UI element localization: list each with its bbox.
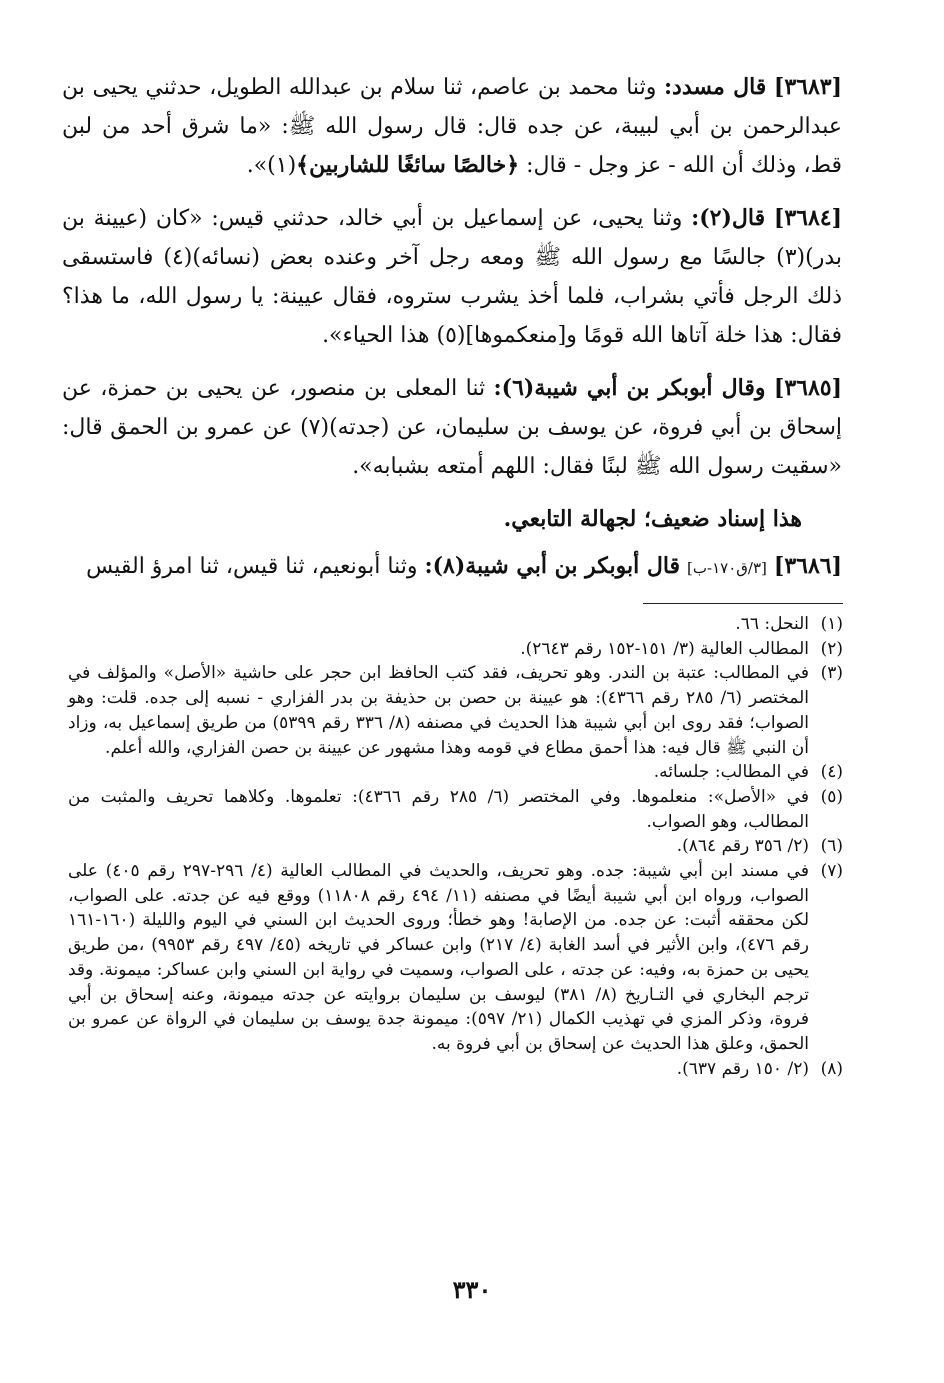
page-number: ٣٣٠ xyxy=(452,1275,492,1304)
footnotes xyxy=(68,612,843,1081)
footnote-1 xyxy=(68,612,843,637)
hadith-speaker: قال أبوبكر بن أبي شيبة(٨): xyxy=(424,553,681,579)
hadith-tail: (١)». xyxy=(246,153,297,178)
main-text xyxy=(62,68,842,602)
hadith-text: وثنا أبونعيم، ثنا قيس، ثنا امرؤ القيس xyxy=(86,554,418,579)
footnote-number: (٦) xyxy=(820,836,843,857)
footnote-text: (٢/ ١٥٠ رقم ٦٣٧). xyxy=(676,1058,809,1079)
footnote-text: (٢/ ٣٥٦ رقم ٨٦٤). xyxy=(676,836,809,857)
isnad-verdict: هذا إسناد ضعيف؛ لجهالة التابعي. xyxy=(503,506,802,532)
hadith-3683 xyxy=(62,68,842,185)
footnote-5 xyxy=(68,785,843,834)
footnote-number: (٢) xyxy=(820,638,843,659)
footnote-text: في المطالب: جلسائه. xyxy=(653,762,809,783)
hadith-speaker: وقال أبوبكر بن أبي شيبة(٦): xyxy=(493,375,766,401)
footnote-text: في المطالب: عتبة بن الندر. وهو تحريف، فقد كتب الحافظ ابن حجر على حاشية «الأصل» والمؤلف في المختصر (٦/ ٢٨٥ رقم ٤٣٦٦): هو عيينة بن حصن بن حذيفة بن بدر الفزاري - نسبه إلى جده. قلت: وهو الصواب؛ فقد روى ابن أبي شيبة هذا الحديث في مصنفه (٨/ ٣٣٦ رقم ٥٣٩٩) من طريق إسماعيل به، وزاد أن النبي ﷺ قال فيه: هذا أحمق مطاع في قومه وهذا مشهور عن عيينة بن حصن الفزاري، والله أعلم. xyxy=(68,663,809,758)
footnote-6 xyxy=(68,834,843,859)
footnote-text: في «الأصل»: منعلموها. وفي المختصر (٦/ ٢٨٥ رقم ٤٣٦٦): تعلموها. وكلاهما تحريف والمثبت من المطالب، وهو الصواب. xyxy=(68,786,810,832)
hadith-number: [٣٦٨٣] xyxy=(773,74,843,100)
footnote-divider xyxy=(643,603,843,604)
footnote-text: النحل: ٦٦. xyxy=(735,614,809,634)
footnote-text: في مسند ابن أبي شيبة: جده. وهو تحريف، والحديث في المطالب العالية (٤/ ٢٩٦-٢٩٧ رقم ٤٠٥) على الصواب، ورواه ابن أبي شيبة أيضًا في مصنفه (١١/ ٤٩٤ رقم ١١٨٠٨) ووقع فيه عن جدته. على الصواب، لكن محققه أثبت: عن جده. من الإصابة! وهو خطأ؛ وروى الحديث ابن السني في اليوم والليلة (١٦٠-١٦١ رقم ٤٧٦)، وابن الأثير في أسد الغابة (٤/ ٢١٧) وابن عساكر في تاريخه (٤٥/ ٤٩٧ رقم ٩٩٥٣) ،من طريق يحيى بن حمزة به، وفيه: عن جدته ، على الصواب، وسميت في رواية ابن السني وابن عساكر: ميمونة. وقد ترجم البخاري في التـاريخ (٨/ ٣٨١) ليوسف بن سليمان بروايته عن جدته ميمونة، وعنه إسحاق بن أبي فروة، وذكر المزي في تهذيب الكمال (٢١/ ٥٩٧): ميمونة جدة يوسف بن سليمان في الرواة عن عمرو بن الحمق، وعلق هذا الحديث عن إسحاق بن أبي فروة به. xyxy=(68,861,810,1054)
hadith-speaker: قال(٢): xyxy=(691,205,766,231)
footnote-8 xyxy=(68,1057,843,1082)
hadith-number: [٣٦٨٦] xyxy=(773,553,842,579)
footnote-4 xyxy=(68,760,843,785)
footnote-number: (٣) xyxy=(820,663,843,684)
quran-quote: ﴿خالصًا سائغًا للشاربين﴾ xyxy=(296,152,520,178)
hadith-3685 xyxy=(62,369,842,486)
hadith-text: وثنا محمد بن عاصم، ثنا سلام بن عبدالله الطويل، حدثني يحيى بن عبدالرحمن بن أبي لبيبة، عن جده قال: قال رسول الله ﷺ: «ما شرق أحد من لبن قط، وذلك أن الله - عز وجل - قال: xyxy=(62,75,842,178)
footnote-2 xyxy=(68,637,843,662)
hadith-speaker: قال مسدد: xyxy=(663,74,767,100)
footnote-number: (٥) xyxy=(820,786,843,807)
hadith-text: وثنا يحيى، عن إسماعيل بن أبي خالد، حدثني قيس: «كان (عيينة بن بدر)(٣) جالسًا مع رسول الله ﷺ ومعه رجل آخر وعنده بعض (نسائه)(٤) فاستسقى ذلك الرجل فأتي بشراب، فلما أخذ يشرب ستروه، فقال عيينة: يا رسول الله، ما هذا؟ فقال: هذا خلة آتاها الله قومًا و[منعكموها](٥) هذا الحياء». xyxy=(62,206,842,348)
footnote-number: (٧) xyxy=(820,861,843,882)
footnote-number: (٤) xyxy=(820,762,843,783)
manuscript-ref: [٣/ق١٧٠-ب] xyxy=(687,559,767,577)
footnote-7 xyxy=(68,859,843,1057)
hadith-text: ثنا المعلى بن منصور، عن يحيى بن حمزة، عن إسحاق بن أبي فروة، عن يوسف بن سليمان، عن (جدته)(٧) عن عمرو بن الحمق قال: «سقيت رسول الله ﷺ لبنًا فقال: اللهم أمتعه بشبابه». xyxy=(62,376,842,479)
hadith-3684 xyxy=(62,199,842,355)
footnote-number: (٨) xyxy=(820,1058,843,1079)
hadith-number: [٣٦٨٥] xyxy=(773,375,843,401)
hadith-3686 xyxy=(62,547,842,588)
footnote-text: المطالب العالية (٣/ ١٥١-١٥٢ رقم ٢٦٤٣). xyxy=(520,638,809,659)
hadith-number: [٣٦٨٤] xyxy=(773,205,842,231)
footnote-3 xyxy=(68,661,843,760)
footnote-number: (١) xyxy=(820,614,843,634)
